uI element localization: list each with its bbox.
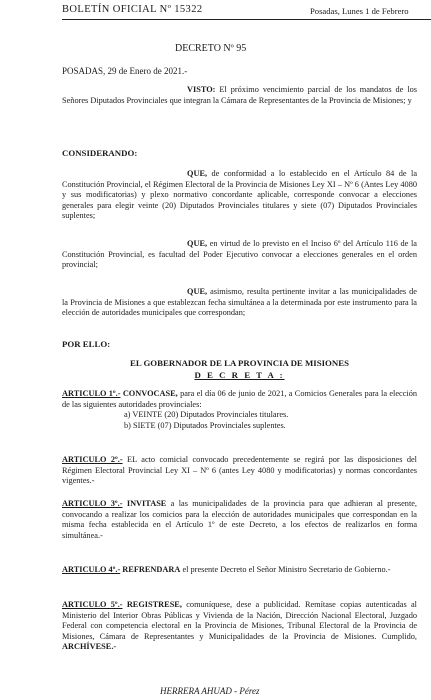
considerando-heading: CONSIDERANDO: <box>62 148 138 158</box>
decree-date: POSADAS, 29 de Enero de 2021.- <box>62 66 188 76</box>
visto-text: El próximo vencimiento parcial de los mandatos de los Señores Diputados Provinciales que integran la Cámara de Representantes de la Provincia de Misiones; y <box>62 85 417 105</box>
article-keyword: REGISTRESE, <box>122 600 182 609</box>
article-text: comuníquese, dese a publicidad. Remítase copias autenticadas al Ministerio del Interior Obras Públicas y Vivienda de la Nación, Dirección Nacional Electoral, Juzgado Federal con competencia electoral en la Provincia de Misiones, Tribunal Electoral de la Provincia de Misiones, Cámara de Representantes y Municipalidades de la Provincia de Misiones. Cumplido, <box>62 600 417 641</box>
publication-place-date: Posadas, Lunes 1 de Febrero <box>310 6 409 16</box>
visto-label: VISTO: <box>187 85 216 94</box>
governor-heading: EL GOBERNADOR DE LA PROVINCIA DE MISIONES <box>130 358 349 368</box>
article-3 <box>62 499 417 541</box>
article-closing: ARCHÍVESE.- <box>62 642 117 652</box>
considerando-text: en virtud de lo previsto en el Inciso 6º del Artículo 116 de la Constitución Provincial, es facultad del Poder Ejecutivo convocar a elecciones generales en el orden provincial; <box>62 239 417 270</box>
page-header <box>62 3 431 20</box>
que-label: QUE, <box>187 239 208 248</box>
article-text: para el día 06 de junio de 2021, a Comicios Generales para la elección de las siguientes autoridades provinciales: <box>62 389 417 409</box>
article-4 <box>62 565 417 576</box>
que-label: QUE, <box>187 287 208 296</box>
considerando-paragraph-2 <box>62 239 417 271</box>
decreta-heading-wrap <box>62 370 417 381</box>
article-5 <box>62 600 417 653</box>
article-item: a) VEINTE (20) Diputados Provinciales titulares. <box>124 410 289 420</box>
considerando-text: de conformidad a lo establecido en el Artículo 84 de la Constitución Provincial, el Régimen Electoral de la Provincia de Misiones Ley XI – Nº 6 (Antes Ley 4080 y sus modificatorias) y plexo normativo concordante aplicable, corresponde convocar a elecciones generales para elegir veinte (20) Diputados Provinciales titulares y siete (07) Diputados Provinciales suplentes; <box>62 169 417 221</box>
decreta-heading: D E C R E T A : <box>194 370 285 380</box>
article-keyword: INVITASE <box>122 499 167 508</box>
article-keyword: CONVOCASE, <box>120 389 178 398</box>
article-label: ARTICULO 3º.- <box>62 499 123 508</box>
article-label: ARTICULO 5º.- <box>62 600 123 609</box>
article-text: EL acto comicial convocado precedentemente se regirá por las disposiciones del Régimen Electoral Provincial Ley XI – Nº 6 (antes Ley 4080 y modificatorias) y normas concordantes vigentes.- <box>62 455 417 486</box>
article-keyword: REFRENDARA <box>120 565 181 574</box>
considerando-paragraph-3 <box>62 287 417 319</box>
article-1 <box>62 389 417 431</box>
article-label: ARTICULO 2º.- <box>62 455 123 464</box>
visto-paragraph <box>62 85 417 106</box>
article-label: ARTICULO 4º.- <box>62 565 121 574</box>
article-label: ARTICULO 1º.- <box>62 389 121 398</box>
considerando-paragraph-1 <box>62 169 417 222</box>
por-ello-heading: POR ELLO: <box>62 339 111 349</box>
article-text: el presente Decreto el Señor Ministro Secretario de Gobierno.- <box>180 565 391 574</box>
que-label: QUE, <box>187 169 208 178</box>
publication-title: BOLETÍN OFICIAL Nº 15322 <box>62 4 203 15</box>
article-text: a las municipalidades de la provincia para que adhieran al presente, convocando a realizar los comicios para la elección de autoridades municipales que correspondan en la misma fecha establecida en el Artículo 1º de este Decreto, a los efectos de realizarlos en forma simultánea.- <box>62 499 418 540</box>
considerando-text: asimismo, resulta pertinente invitar a las municipalidades de la Provincia de Misiones a que establezcan fecha simultánea a la determinada por este instrumento para la elección de autoridades municipales que correspondan; <box>62 287 417 318</box>
article-item: b) SIETE (07) Diputados Provinciales suplentes. <box>124 420 286 430</box>
signature-line: HERRERA AHUAD - Pérez <box>160 686 260 696</box>
decree-title: DECRETO Nº 95 <box>175 43 247 54</box>
article-2 <box>62 455 417 487</box>
